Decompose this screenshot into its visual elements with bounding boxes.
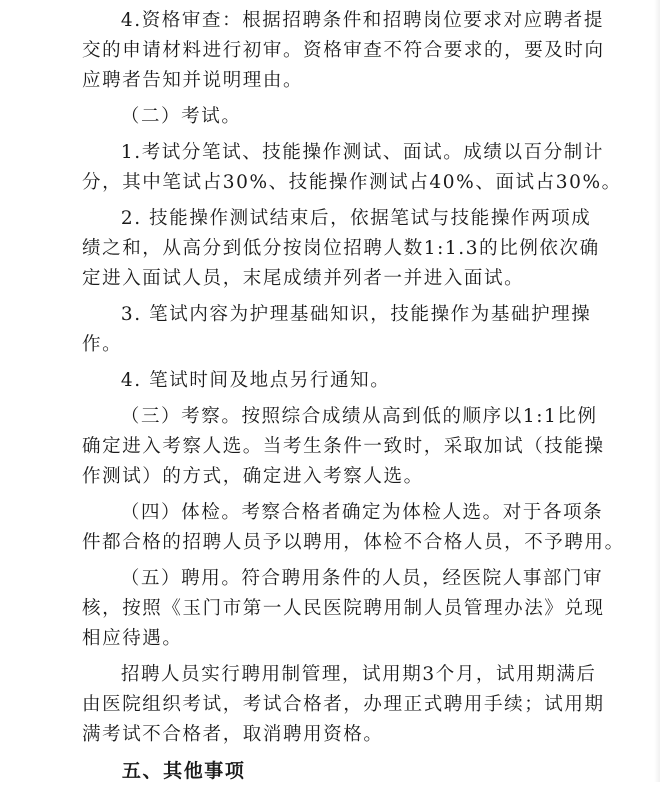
paragraph-exam-composition [82,138,622,198]
text-line: 分，其中笔试占30%、技能操作测试占40%、面试占30%。 [82,172,622,193]
text-line: 由医院组织考试，考试合格者，办理正式聘用手续；试用期 [82,694,605,715]
section-heading-other-matters: 五、其他事项 [121,760,246,782]
paragraph-inspection [82,402,616,492]
subheading-exam [82,102,616,132]
text-line: 绩之和，从高分到低分按岗位招聘人数1:1.3的比例依次确 [82,238,600,259]
paragraph-written-content [82,300,616,360]
text-line: 相应待遇。 [82,628,183,649]
paragraph-employment [82,564,616,654]
text-line: 确定进入考察人选。当考生条件一致时，采取加试（技能操 [82,436,605,457]
text-line: 满考试不合格者，取消聘用资格。 [82,724,384,745]
text-line: 4.资格审查：根据招聘条件和招聘岗位要求对应聘者提 [120,10,604,31]
text-line: 1.考试分笔试、技能操作测试、面试。成绩以百分制计 [120,142,604,163]
text-line: （四）体检。考察合格者确定为体检人选。对于各项条 [120,502,604,523]
text-line: 作。 [82,334,123,355]
paragraph-medical-exam [82,498,625,558]
paragraph-exam-time [82,366,616,396]
paragraph-skill-test [82,204,616,294]
text-line: 交的申请材料进行初审。资格审查不符合要求的，要及时向 [82,40,605,61]
text-line: 作测试）的方式，确定进入考察人选。 [82,466,424,487]
text-line: （三）考察。按照综合成绩从高到低的顺序以1:1比例 [120,406,598,427]
paragraph-qualification-review [82,6,616,96]
text-line: 应聘者告知并说明理由。 [82,70,304,91]
text-line: 定进入面试人员，末尾成绩并列者一并进入面试。 [82,268,525,289]
text-line: （五）聘用。符合聘用条件的人员，经医院人事部门审 [120,568,604,589]
text-line: 核，按照《玉门市第一人民医院聘用制人员管理办法》兑现 [82,598,605,619]
text-line: （二）考试。 [120,106,242,127]
scan-edge-shadow [654,0,660,782]
text-line: 3. 笔试内容为护理基础知识，技能操作为基础护理操 [120,304,592,325]
paragraph-probation [82,660,616,750]
text-line: 招聘人员实行聘用制管理，试用期3个月，试用期满后 [120,664,597,685]
text-line: 4. 笔试时间及地点另行通知。 [120,370,391,391]
text-line: 件都合格的招聘人员予以聘用，体检不合格人员，不予聘用。 [82,532,625,553]
text-line: 2. 技能操作测试结束后，依据笔试与技能操作两项成 [120,208,592,229]
